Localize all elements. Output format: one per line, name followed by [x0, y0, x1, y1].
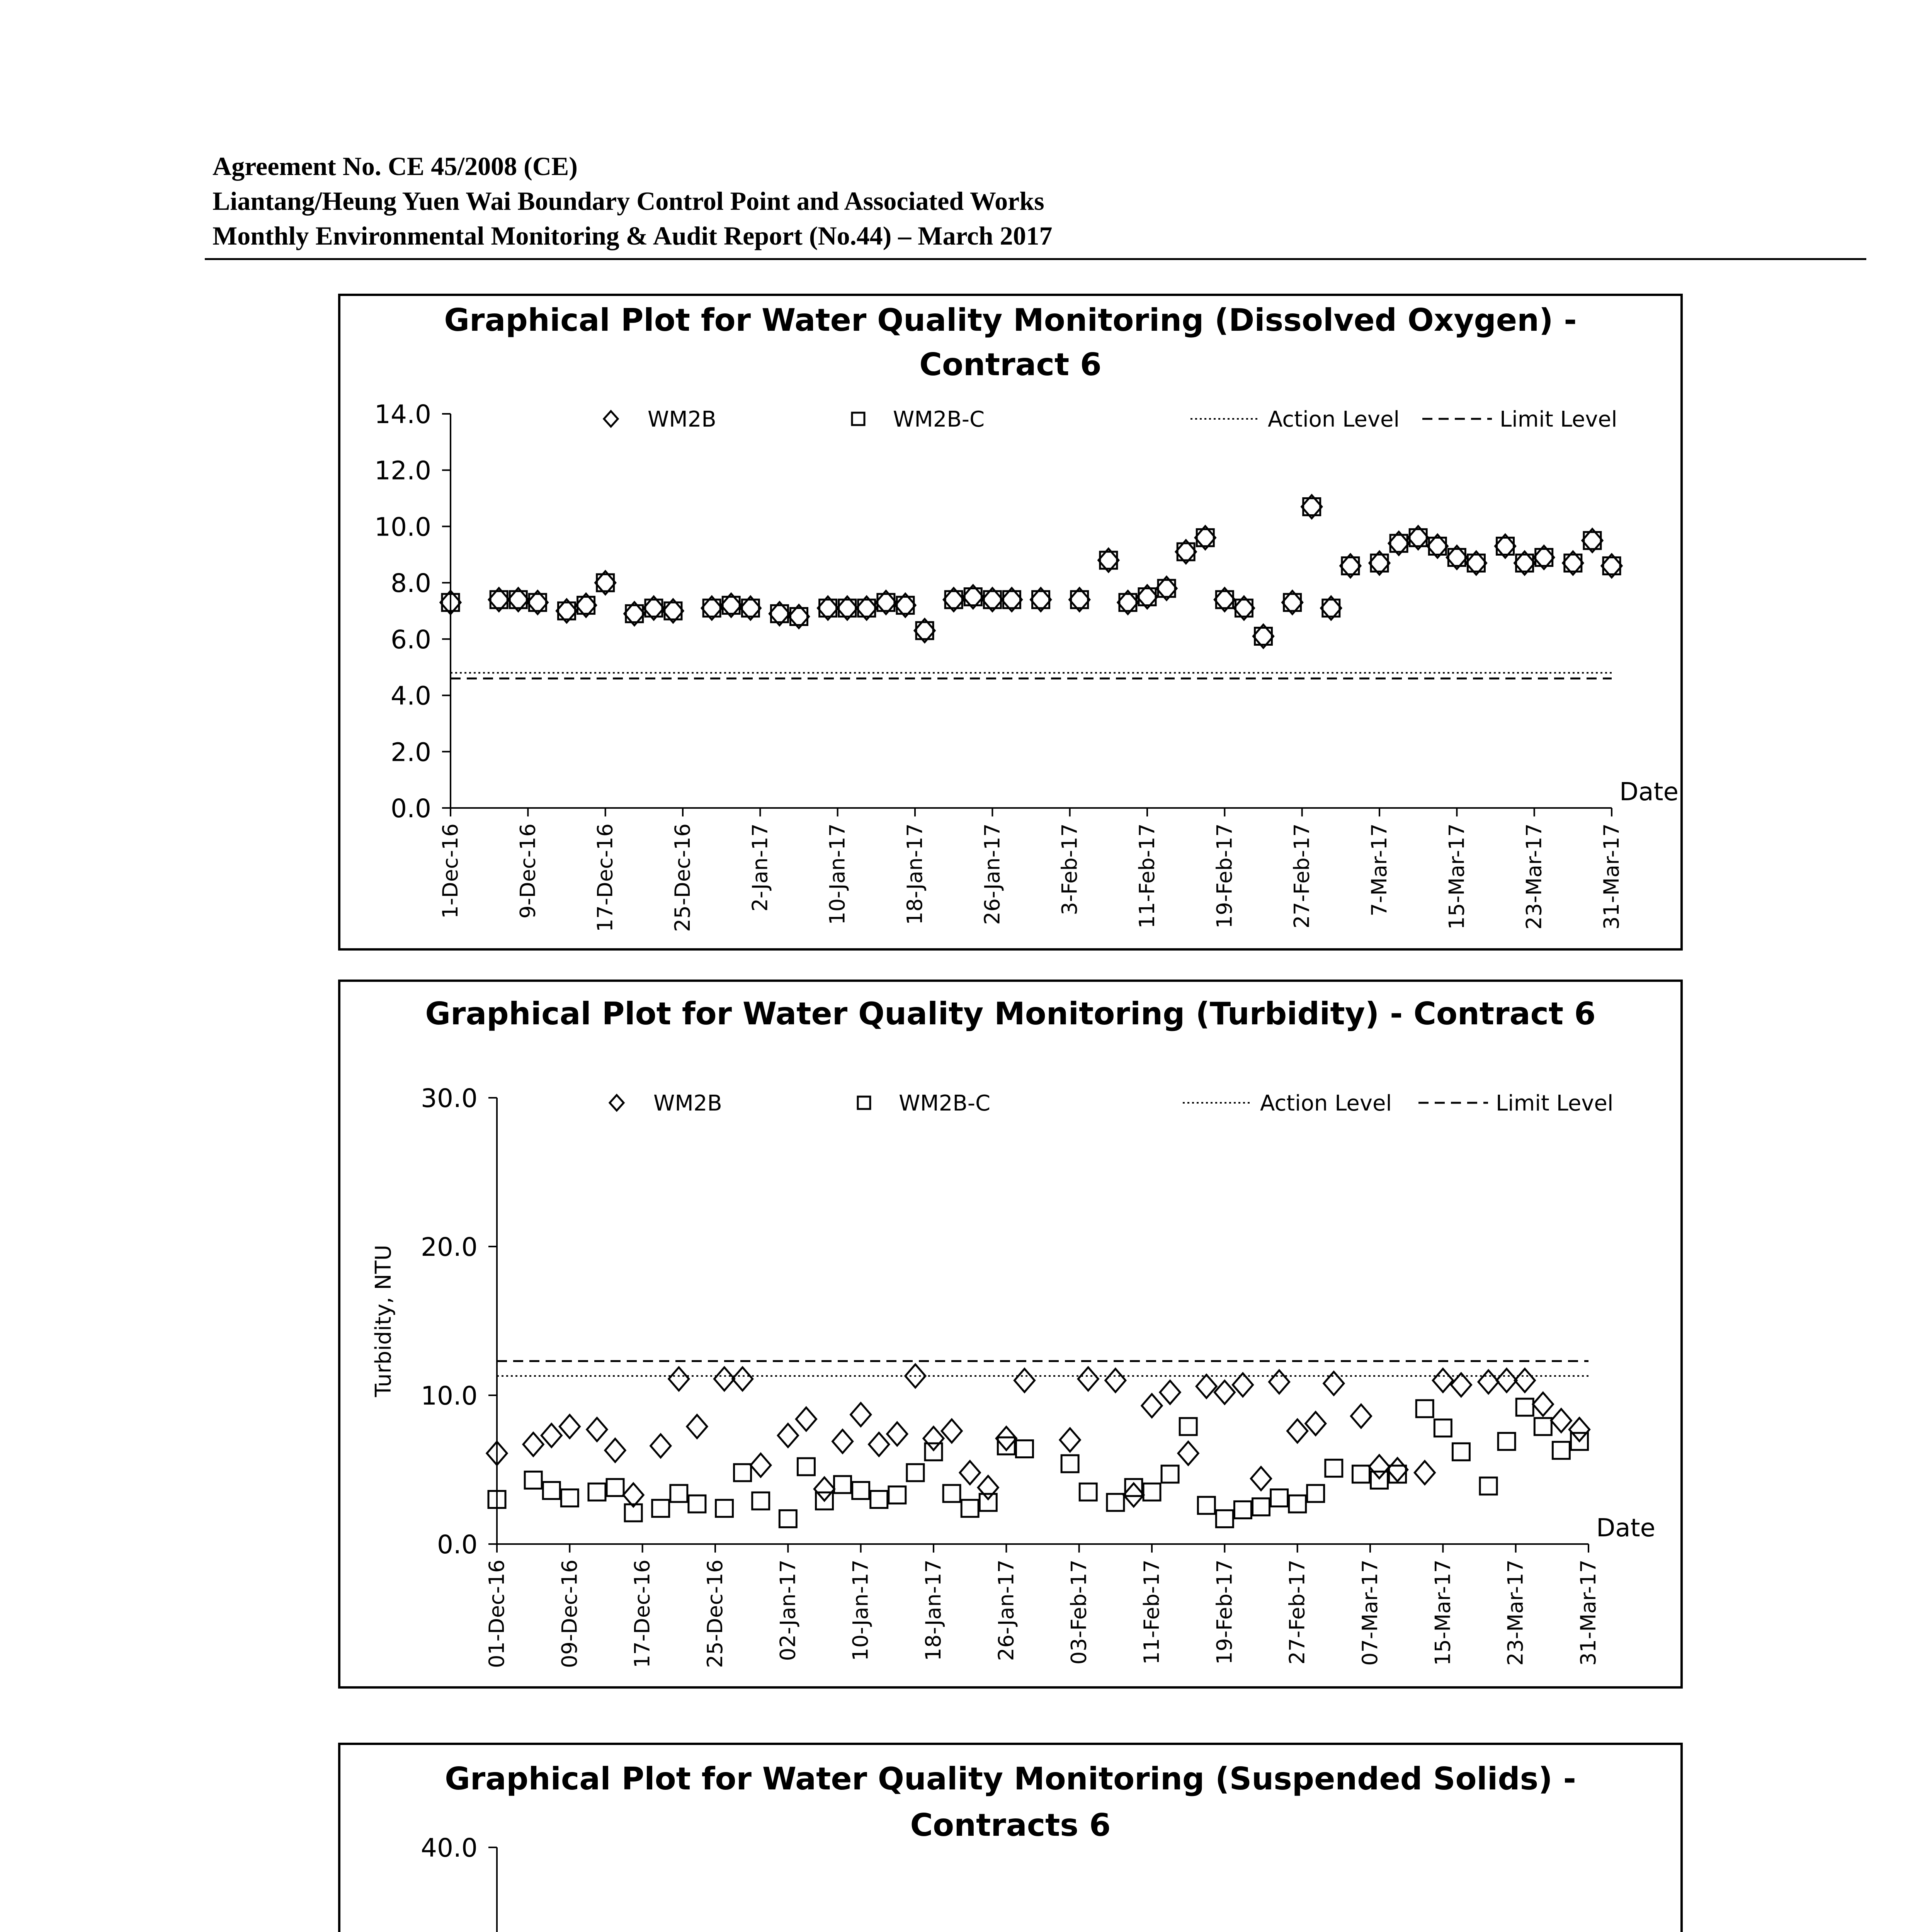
legend-action-label: Action Level [1260, 1091, 1392, 1116]
x-tick-label: 23-Mar-17 [1503, 1560, 1528, 1666]
x-tick-label: 02-Jan-17 [776, 1560, 800, 1661]
chart-suspended-solids [338, 1743, 1683, 1932]
wm2bc-point [652, 1500, 669, 1517]
wm2bc-series [442, 498, 1620, 645]
wm2b-point [1214, 1381, 1235, 1404]
wm2bc-point [561, 1490, 578, 1507]
y-tick-label: 10.0 [374, 512, 431, 542]
chart-svg [340, 296, 1680, 948]
chart-svg [340, 982, 1680, 1686]
wm2bc-point [1534, 1418, 1551, 1435]
y-tick-label: 0.0 [391, 794, 431, 823]
wm2bc-point [1434, 1420, 1451, 1437]
wm2bc-point [525, 1471, 542, 1488]
y-tick-label: 2.0 [391, 737, 431, 767]
y-tick-label: 8.0 [391, 568, 431, 599]
x-tick-label: 10-Jan-17 [825, 823, 850, 925]
wm2b-point [1142, 1394, 1162, 1417]
wm2b-series [487, 1364, 1589, 1507]
x-tick-label: 17-Dec-16 [630, 1560, 655, 1668]
x-tick-label: 27-Feb-17 [1285, 1560, 1310, 1665]
wm2b-point [1124, 1483, 1144, 1507]
wm2b-point [978, 1476, 998, 1499]
y-tick-label: 30.0 [421, 1083, 478, 1113]
header-project: Liantang/Heung Yuen Wai Boundary Control Point and Associated Works [213, 186, 1044, 216]
wm2bc-point [834, 1476, 851, 1493]
wm2bc-point [1061, 1455, 1078, 1472]
x-tick-label: 18-Jan-17 [903, 823, 927, 925]
x-tick-label: 26-Jan-17 [994, 1560, 1019, 1661]
wm2b-point [1569, 1418, 1589, 1441]
legend-wm2b-label: WM2B [648, 407, 716, 432]
x-tick-label: 3-Feb-17 [1057, 823, 1082, 915]
wm2bc-point [998, 1437, 1015, 1454]
x-tick-label: 26-Jan-17 [980, 823, 1005, 925]
wm2b-point [833, 1430, 853, 1453]
wm2bc-point [889, 1486, 906, 1503]
legend-wm2bc-label: WM2B-C [899, 1091, 991, 1116]
chart-subtitle: Contracts 6 [910, 1807, 1111, 1843]
wm2bc-point [1271, 1490, 1288, 1507]
legend-wm2b-marker [610, 1095, 624, 1111]
wm2bc-point [1480, 1478, 1497, 1495]
wm2b-point [687, 1415, 707, 1438]
legend-wm2b-label: WM2B [653, 1091, 722, 1116]
x-tick-label: 15-Mar-17 [1444, 823, 1469, 930]
wm2bc-point [689, 1495, 706, 1512]
wm2bc-point [1125, 1479, 1142, 1496]
wm2b-point [778, 1424, 798, 1447]
wm2bc-point [716, 1500, 733, 1517]
wm2bc-point [1289, 1495, 1306, 1512]
header-report: Monthly Environmental Monitoring & Audit Report (No.44) – March 2017 [213, 221, 1053, 250]
x-tick-label: 27-Feb-17 [1289, 823, 1314, 929]
wm2b-point [1233, 1373, 1253, 1396]
x-tick-label: 2-Jan-17 [748, 823, 772, 912]
wm2b-point [1551, 1409, 1571, 1432]
x-tick-label: 19-Feb-17 [1212, 1560, 1237, 1665]
legend-wm2b-marker [604, 411, 618, 427]
header-agreement: Agreement No. CE 45/2008 (CE) [213, 151, 578, 181]
wm2b-point [751, 1454, 771, 1477]
wm2b-point [541, 1424, 561, 1447]
x-axis-label: Date [1619, 778, 1679, 806]
x-tick-label: 1-Dec-16 [438, 823, 463, 919]
wm2bc-point [1253, 1498, 1270, 1515]
x-tick-label: 15-Mar-17 [1430, 1560, 1455, 1666]
y-tick-label: 4.0 [391, 681, 431, 711]
legend-wm2bc-marker [852, 413, 864, 425]
wm2b-point [669, 1367, 689, 1391]
x-axis-label: Date [1596, 1514, 1655, 1543]
wm2b-point [1433, 1369, 1453, 1392]
wm2bc-point [907, 1464, 924, 1481]
legend-wm2bc-marker [858, 1097, 870, 1109]
wm2b-point [1351, 1405, 1371, 1428]
wm2bc-point [1325, 1460, 1342, 1477]
wm2b-point [1014, 1369, 1034, 1392]
chart-title: Graphical Plot for Water Quality Monitoring (Turbidity) - Contract 6 [425, 996, 1596, 1032]
wm2b-point [942, 1419, 962, 1442]
wm2b-point [1251, 1467, 1271, 1490]
wm2b-point [1388, 1458, 1408, 1481]
wm2b-point [869, 1433, 889, 1456]
wm2b-point [851, 1403, 871, 1426]
wm2bc-point [1016, 1440, 1033, 1458]
wm2b-point [623, 1483, 643, 1507]
wm2bc-point [961, 1500, 978, 1517]
x-tick-label: 11-Feb-17 [1135, 823, 1159, 929]
x-tick-label: 7-Mar-17 [1367, 823, 1391, 917]
wm2b-point [605, 1439, 625, 1462]
wm2bc-point [980, 1494, 997, 1511]
wm2bc-point [779, 1510, 796, 1527]
wm2bc-point [1371, 1471, 1388, 1488]
wm2b-point [923, 1427, 944, 1450]
wm2b-point [1269, 1370, 1289, 1393]
x-tick-label: 17-Dec-16 [593, 823, 617, 932]
wm2b-point [651, 1434, 671, 1458]
y-tick-label: 14.0 [374, 400, 431, 429]
wm2b-series [440, 495, 1622, 648]
x-tick-label: 11-Feb-17 [1139, 1560, 1164, 1665]
wm2bc-point [1198, 1497, 1215, 1514]
chart-svg [340, 1745, 1680, 1932]
x-tick-label: 10-Jan-17 [848, 1560, 873, 1661]
y-tick-label: 0.0 [437, 1530, 478, 1560]
chart-title: Graphical Plot for Water Quality Monitoring (Dissolved Oxygen) - [444, 302, 1577, 338]
x-tick-label: 9-Dec-16 [515, 823, 540, 919]
wm2bc-point [1416, 1400, 1433, 1417]
wm2bc-point [1498, 1433, 1515, 1450]
x-tick-label: 31-Mar-17 [1599, 823, 1624, 930]
wm2bc-point [943, 1485, 960, 1502]
wm2bc-point [1307, 1485, 1324, 1502]
wm2bc-point [734, 1464, 751, 1481]
x-tick-label: 18-Jan-17 [921, 1560, 946, 1661]
wm2bc-point [1516, 1399, 1533, 1416]
wm2bc-point [925, 1443, 942, 1460]
wm2b-point [796, 1408, 816, 1431]
x-tick-label: 23-Mar-17 [1522, 823, 1546, 930]
y-tick-label: 20.0 [421, 1232, 478, 1262]
wm2bc-point [1143, 1483, 1160, 1500]
wm2b-point [1451, 1373, 1471, 1396]
wm2b-point [1287, 1419, 1308, 1442]
wm2b-point [815, 1478, 835, 1501]
wm2bc-point [1180, 1418, 1197, 1435]
legend-wm2bc-label: WM2B-C [893, 407, 985, 432]
wm2b-point [1178, 1442, 1198, 1465]
header-rule [205, 258, 1866, 260]
wm2bc-point [1234, 1501, 1251, 1518]
chart-subtitle: Contract 6 [919, 347, 1102, 383]
wm2b-point [523, 1433, 543, 1456]
y-tick-label: 40.0 [421, 1833, 478, 1863]
wm2bc-point [871, 1491, 888, 1508]
wm2b-point [1369, 1455, 1389, 1478]
y-tick-label: 10.0 [421, 1381, 478, 1411]
wm2bc-point [1216, 1510, 1233, 1527]
wm2b-point [560, 1415, 580, 1438]
wm2bc-point [1162, 1466, 1179, 1483]
wm2bc-point [588, 1483, 605, 1500]
wm2b-point [1160, 1381, 1180, 1404]
x-tick-label: 09-Dec-16 [557, 1560, 582, 1668]
legend-limit-label: Limit Level [1496, 1091, 1614, 1116]
wm2bc-point [1452, 1443, 1469, 1460]
wm2bc-point [852, 1482, 869, 1499]
wm2b-point [1078, 1367, 1098, 1391]
wm2b-point [1415, 1461, 1435, 1484]
x-tick-label: 01-Dec-16 [485, 1560, 509, 1668]
y-tick-label: 12.0 [374, 456, 431, 486]
wm2bc-point [752, 1492, 769, 1509]
wm2b-point [1306, 1412, 1326, 1435]
wm2b-point [996, 1427, 1016, 1450]
wm2b-point [1196, 1375, 1216, 1398]
y-axis-label: Turbidity, NTU [371, 1245, 396, 1397]
wm2b-point [1060, 1429, 1080, 1452]
wm2b-point [1533, 1393, 1553, 1416]
wm2bc-point [607, 1479, 624, 1496]
wm2bc-point [798, 1458, 815, 1475]
x-tick-label: 31-Mar-17 [1576, 1560, 1600, 1666]
wm2b-point [1105, 1369, 1126, 1392]
chart-turbidity [338, 980, 1683, 1689]
x-tick-label: 19-Feb-17 [1212, 823, 1237, 929]
x-tick-label: 03-Feb-17 [1066, 1560, 1091, 1665]
x-tick-label: 25-Dec-16 [670, 823, 695, 932]
wm2b-point [960, 1461, 980, 1484]
legend-limit-label: Limit Level [1500, 407, 1617, 432]
wm2bc-point [1352, 1466, 1369, 1483]
x-tick-label: 07-Mar-17 [1358, 1560, 1382, 1666]
chart-dissolved-oxygen [338, 294, 1683, 951]
wm2b-point [1478, 1370, 1498, 1393]
wm2bc-point [670, 1485, 687, 1502]
wm2b-point [887, 1422, 907, 1446]
wm2b-point [587, 1418, 607, 1441]
wm2bc-point [543, 1482, 560, 1499]
y-tick-label: 6.0 [391, 624, 431, 655]
legend-action-label: Action Level [1268, 407, 1400, 432]
document-header [213, 149, 1874, 253]
x-tick-label: 25-Dec-16 [703, 1560, 727, 1668]
wm2bc-point [1107, 1494, 1124, 1511]
wm2bc-point [1553, 1442, 1570, 1459]
wm2bc-point [1080, 1483, 1097, 1500]
chart-title: Graphical Plot for Water Quality Monitoring (Suspended Solids) - [445, 1761, 1576, 1797]
